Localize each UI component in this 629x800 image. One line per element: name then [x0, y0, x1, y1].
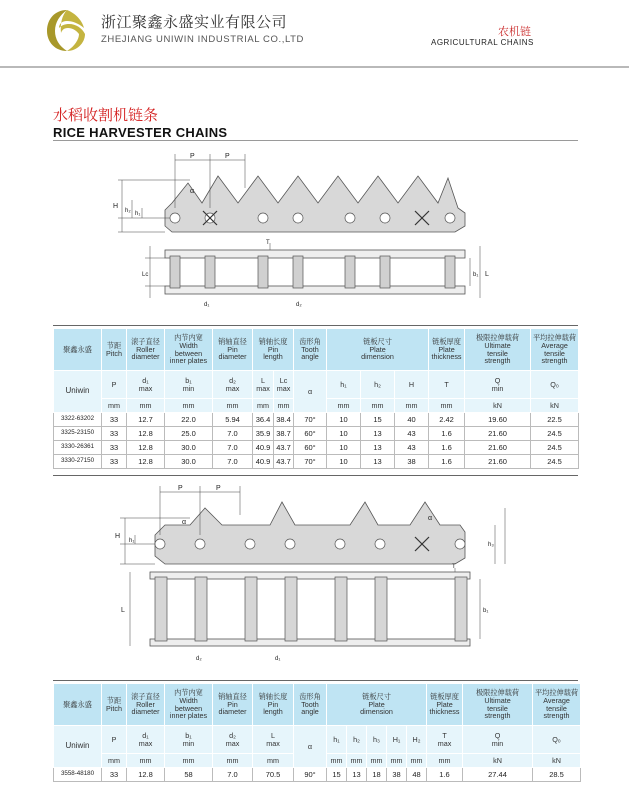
company-name-en: ZHEJIANG UNIWIN INDUSTRIAL CO.,LTD: [101, 34, 305, 45]
label-b1: b₁: [473, 272, 479, 278]
sym-b1: b₁ min: [165, 371, 213, 399]
table-cell: 18: [367, 768, 387, 782]
table-cell: 40.9: [253, 455, 274, 469]
sym-d2: d₂ max: [213, 371, 253, 399]
sym2-hh2: H₂: [407, 726, 427, 754]
table-cell: 25.0: [165, 427, 213, 441]
label-d1-2: d₁: [275, 656, 281, 662]
sym-q0: Q₀: [531, 371, 579, 399]
brand-en-2: Uniwin: [54, 726, 102, 768]
table-cell: 7.0: [213, 427, 253, 441]
brand-cn: 聚鑫永盛: [54, 329, 102, 371]
label-d2: d₂: [296, 302, 302, 308]
label-t: T: [266, 240, 270, 246]
table-cell: 27.44: [463, 768, 533, 782]
table-cell: 12.8: [127, 441, 165, 455]
title-underline: [53, 140, 578, 141]
table-cell: 33: [102, 768, 127, 782]
label-d2-2: d₂: [196, 656, 202, 662]
col-tooth-2: 齿形角 Tooth angle: [294, 684, 327, 726]
table-cell: 60°: [294, 441, 327, 455]
unit: kN: [531, 399, 579, 413]
label-alpha-3: α: [428, 515, 433, 522]
table-cell: 15: [361, 413, 395, 427]
table-cell: 33: [102, 441, 127, 455]
brand-cn-2: 聚鑫永盛: [54, 684, 102, 726]
col-avg: 平均拉伸载荷 Average tensile strength: [531, 329, 579, 371]
table-cell: 33: [102, 413, 127, 427]
section-title-cn: 水稻收割机链条: [53, 106, 159, 124]
unit: mm: [367, 754, 387, 768]
table-cell: 7.0: [213, 455, 253, 469]
label-p-4: P: [216, 485, 221, 492]
sym-d1: d₁ max: [127, 371, 165, 399]
table-cell: 43.7: [274, 441, 294, 455]
unit: mm: [387, 754, 407, 768]
page-header: [0, 0, 629, 66]
col-width: 内节内宽 Width between inner plates: [165, 329, 213, 371]
unit: kN: [465, 399, 531, 413]
brand-en: Uniwin: [54, 371, 102, 413]
table2-body: [54, 768, 581, 782]
table-cell: 10: [327, 413, 361, 427]
category-cn: 农机链: [498, 25, 531, 38]
table-cell: 30.0: [165, 441, 213, 455]
table-cell: 12.8: [127, 768, 165, 782]
unit: kN: [463, 754, 533, 768]
table1-top-rule: [53, 325, 578, 326]
unit: mm: [361, 399, 395, 413]
sym2-h2: h₂: [347, 726, 367, 754]
table-cell: 1.6: [429, 455, 465, 469]
table-cell: 12.8: [127, 455, 165, 469]
company-name-cn: 浙江聚鑫永盛实业有限公司: [101, 13, 288, 31]
table-cell: 38: [395, 455, 429, 469]
table-row: [54, 441, 579, 455]
table1-bottom-rule: [53, 475, 578, 476]
table-cell: 7.0: [213, 768, 253, 782]
label-b1-2: b₁: [483, 608, 489, 614]
sym-q: Q min: [465, 371, 531, 399]
table-cell: 19.60: [465, 413, 531, 427]
label-alpha: α: [190, 188, 195, 195]
label-h-2: H: [115, 533, 121, 540]
table-cell: 43: [395, 441, 429, 455]
table-cell: 40: [395, 413, 429, 427]
label-h3: h₃: [488, 542, 494, 548]
model-number-cell: 3330-27150: [54, 455, 102, 469]
table-cell: 10: [327, 455, 361, 469]
col-ult-2: 极限拉伸载荷 Ultimate tensile strength: [463, 684, 533, 726]
unit: mm: [213, 754, 253, 768]
unit: mm: [274, 399, 294, 413]
col-thick: 链板厚度 Plate thickness: [429, 329, 465, 371]
table-cell: 43: [395, 427, 429, 441]
sym2-t: T max: [427, 726, 463, 754]
label-p-3: P: [178, 485, 183, 492]
sym-p: P: [102, 371, 127, 399]
table-row: [54, 413, 579, 427]
sym2-p: P: [102, 726, 127, 754]
table-cell: 21.60: [465, 427, 531, 441]
sym2-l: L max: [253, 726, 294, 754]
sym-h2: h₂: [361, 371, 395, 399]
table-cell: 13: [361, 427, 395, 441]
col-pinlen: 销轴长度 Pin length: [253, 329, 294, 371]
sym2-alpha: α: [294, 726, 327, 768]
label-p-2: P: [225, 153, 230, 160]
sym-h: H: [395, 371, 429, 399]
unit: mm: [347, 754, 367, 768]
table-cell: 60°: [294, 427, 327, 441]
sym-lc: Lc max: [274, 371, 294, 399]
table1-body: [54, 413, 579, 469]
table-cell: 2.42: [429, 413, 465, 427]
model-number-cell: 3330-26361: [54, 441, 102, 455]
col-ult: 极限拉伸载荷 Ultimate tensile strength: [465, 329, 531, 371]
label-h1: h₁: [135, 211, 141, 217]
unit: mm: [165, 399, 213, 413]
table-cell: 1.6: [429, 427, 465, 441]
sym-t: T: [429, 371, 465, 399]
table-cell: 70°: [294, 455, 327, 469]
table2-top-rule: [53, 680, 578, 681]
col-pinlen-2: 销轴长度 Pin length: [253, 684, 294, 726]
unit: mm: [327, 754, 347, 768]
table-cell: 21.60: [465, 455, 531, 469]
sym2-d1: d₁ max: [127, 726, 165, 754]
table-cell: 43.7: [274, 455, 294, 469]
chain-drawing-2: [110, 480, 510, 675]
col-pitch-2: 节距 Pitch: [102, 684, 127, 726]
table-cell: 70°: [294, 413, 327, 427]
table-cell: 13: [347, 768, 367, 782]
table-cell: 22.5: [531, 413, 579, 427]
col-tooth: 齿形角 Tooth angle: [294, 329, 327, 371]
unit: mm: [213, 399, 253, 413]
table-cell: 28.5: [533, 768, 581, 782]
category-en: AGRICULTURAL CHAINS: [431, 38, 534, 47]
col-pitch: 节距 Pitch: [102, 329, 127, 371]
table-cell: 33: [102, 427, 127, 441]
unit: mm: [429, 399, 465, 413]
table-cell: 70.5: [253, 768, 294, 782]
table-cell: 30.0: [165, 455, 213, 469]
col-width-2: 内节内宽 Width between inner plates: [165, 684, 213, 726]
sym-alpha: α: [294, 371, 327, 413]
table-cell: 35.9: [253, 427, 274, 441]
unit: mm: [102, 399, 127, 413]
col-roller: 滚子直径 Roller diameter: [127, 329, 165, 371]
sym2-hh1: H₁: [387, 726, 407, 754]
table-cell: 33: [102, 455, 127, 469]
unit: kN: [533, 754, 581, 768]
sym2-d2: d₂ max: [213, 726, 253, 754]
unit: mm: [395, 399, 429, 413]
unit: mm: [102, 754, 127, 768]
company-logo: [42, 6, 92, 56]
table-cell: 12.7: [127, 413, 165, 427]
unit: mm: [427, 754, 463, 768]
table-cell: 24.5: [531, 427, 579, 441]
model-number-cell: 3322-63202: [54, 413, 102, 427]
label-h2: h₂: [125, 208, 131, 214]
table-cell: 38.7: [274, 427, 294, 441]
unit: mm: [253, 399, 274, 413]
label-lc: Lc: [142, 272, 149, 278]
table-cell: 22.0: [165, 413, 213, 427]
label-d1: d₁: [204, 302, 210, 308]
model-number-cell: 3325-23150: [54, 427, 102, 441]
label-t-2: T: [452, 564, 456, 570]
label-h1-2: h₁: [129, 538, 135, 544]
sym2-q0: Q₀: [533, 726, 581, 754]
table-row: [54, 427, 579, 441]
chain-drawing-1: [110, 148, 510, 323]
sym2-b1: b₁ min: [165, 726, 213, 754]
table-row: [54, 768, 581, 782]
spec-table-1: [53, 328, 579, 469]
table-cell: 5.94: [213, 413, 253, 427]
table-cell: 21.60: [465, 441, 531, 455]
label-l: L: [485, 271, 489, 278]
spec-table-2: [53, 683, 581, 782]
label-p-1: P: [190, 153, 195, 160]
sym2-h1: h₁: [327, 726, 347, 754]
table-cell: 1.6: [427, 768, 463, 782]
unit: mm: [407, 754, 427, 768]
unit: mm: [253, 754, 294, 768]
col-plate: 链板尺寸 Plate dimension: [327, 329, 429, 371]
col-pin: 销轴直径 Pin diameter: [213, 329, 253, 371]
table-cell: 38.4: [274, 413, 294, 427]
table-cell: 38: [387, 768, 407, 782]
col-avg-2: 平均拉伸载荷 Average tensile strength: [533, 684, 581, 726]
header-divider: [0, 66, 629, 68]
model-number-cell: 3558-48180: [54, 768, 102, 782]
table-cell: 40.9: [253, 441, 274, 455]
table-cell: 48: [407, 768, 427, 782]
table-cell: 24.5: [531, 441, 579, 455]
table-cell: 13: [361, 455, 395, 469]
table-cell: 90°: [294, 768, 327, 782]
section-title-en: RICE HARVESTER CHAINS: [53, 125, 228, 140]
table-cell: 15: [327, 768, 347, 782]
table-cell: 1.6: [429, 441, 465, 455]
col-thick-2: 链板厚度 Plate thickness: [427, 684, 463, 726]
col-roller-2: 滚子直径 Roller diameter: [127, 684, 165, 726]
sym-h1: h₁: [327, 371, 361, 399]
table-cell: 10: [327, 441, 361, 455]
unit: mm: [127, 754, 165, 768]
sym2-h3: h₃: [367, 726, 387, 754]
col-pin-2: 销轴直径 Pin diameter: [213, 684, 253, 726]
table-row: [54, 455, 579, 469]
label-l-2: L: [121, 607, 125, 614]
table-cell: 12.8: [127, 427, 165, 441]
unit: mm: [327, 399, 361, 413]
table-cell: 36.4: [253, 413, 274, 427]
unit: mm: [127, 399, 165, 413]
table-cell: 10: [327, 427, 361, 441]
unit: mm: [165, 754, 213, 768]
label-alpha-2: α: [182, 519, 187, 526]
table-cell: 7.0: [213, 441, 253, 455]
sym2-q: Q min: [463, 726, 533, 754]
table-cell: 13: [361, 441, 395, 455]
table-cell: 24.5: [531, 455, 579, 469]
col-plate-2: 链板尺寸 Plate dimension: [327, 684, 427, 726]
table-cell: 58: [165, 768, 213, 782]
sym-l: L max: [253, 371, 274, 399]
label-h: H: [113, 203, 119, 210]
